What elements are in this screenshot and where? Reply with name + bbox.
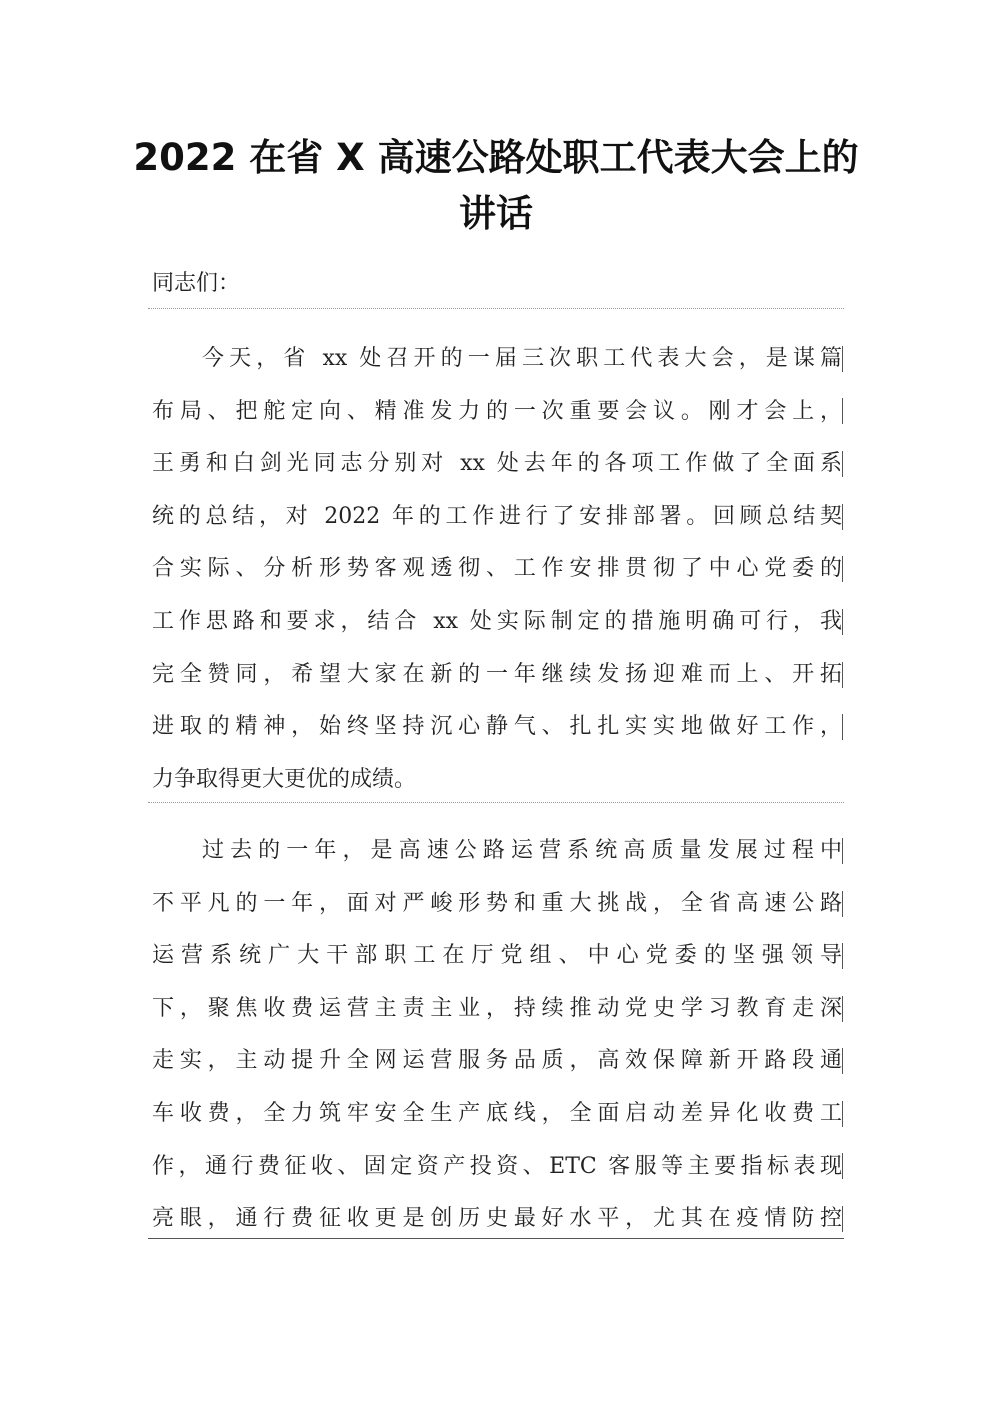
paragraph-line: 亮眼，通行费征收更是创历史最好水平，尤其在疫情防控 <box>152 1206 842 1232</box>
section-divider <box>148 308 844 309</box>
margin-mark <box>842 1101 843 1127</box>
paragraph-2 <box>152 825 842 1246</box>
margin-mark <box>842 996 843 1022</box>
paragraph-line: 合实际、分析形势客观透彻、工作安排贯彻了中心党委的 <box>152 556 842 582</box>
margin-mark <box>842 838 843 864</box>
paragraph-line: 布局、把舵定向、精准发力的一次重要会议。刚才会上， <box>152 398 842 424</box>
section-divider <box>148 802 844 803</box>
margin-mark <box>842 891 843 917</box>
margin-mark <box>842 1153 843 1179</box>
paragraph-line: 运营系统广大干部职工在厅党组、中心党委的坚强领导 <box>152 943 842 969</box>
title-line-1: 2022 在省 X 高速公路处职工代表大会上的 <box>133 136 859 179</box>
paragraph-line: 车收费，全力筑牢安全生产底线，全面启动差异化收费工 <box>152 1100 842 1126</box>
margin-mark <box>842 943 843 969</box>
margin-mark <box>842 346 843 372</box>
paragraph-1 <box>152 333 842 806</box>
paragraph-line: 王勇和白剑光同志分别对 xx 处去年的各项工作做了全面系 <box>152 451 842 477</box>
margin-mark <box>842 1206 843 1232</box>
margin-mark <box>842 1048 843 1074</box>
paragraph-line: 进取的精神，始终坚持沉心静气、扎扎实实地做好工作， <box>152 714 842 740</box>
margin-mark <box>842 504 843 530</box>
margin-mark <box>842 556 843 582</box>
margin-mark <box>842 662 843 688</box>
document-title <box>130 130 862 242</box>
paragraph-line: 力争取得更大更优的成绩。 <box>152 766 417 792</box>
page-bottom-rule <box>148 1238 844 1239</box>
salutation: 同志们： <box>152 271 241 296</box>
title-line-2: 讲话 <box>459 192 533 235</box>
paragraph-line: 走实，主动提升全网运营服务品质，高效保障新开路段通 <box>152 1048 842 1074</box>
paragraph-line: 不平凡的一年，面对严峻形势和重大挑战，全省高速公路 <box>152 890 842 916</box>
paragraph-line: 今天，省 xx 处召开的一届三次职工代表大会，是谋篇 <box>202 346 842 371</box>
paragraph-line: 作，通行费征收、固定资产投资、ETC 客服等主要指标表现 <box>152 1153 842 1179</box>
paragraph-line: 统的总结，对 2022 年的工作进行了安排部署。回顾总结契 <box>152 503 842 529</box>
paragraph-line: 工作思路和要求，结合 xx 处实际制定的措施明确可行，我 <box>152 608 842 634</box>
margin-mark <box>842 714 843 740</box>
paragraph-line: 完全赞同，希望大家在新的一年继续发扬迎难而上、开拓 <box>152 661 842 687</box>
margin-mark <box>842 451 843 477</box>
paragraph-line: 过去的一年，是高速公路运营系统高质量发展过程中 <box>202 838 842 863</box>
margin-mark <box>842 609 843 635</box>
paragraph-line: 下，聚焦收费运营主责主业，持续推动党史学习教育走深 <box>152 995 842 1021</box>
margin-mark <box>842 398 843 424</box>
